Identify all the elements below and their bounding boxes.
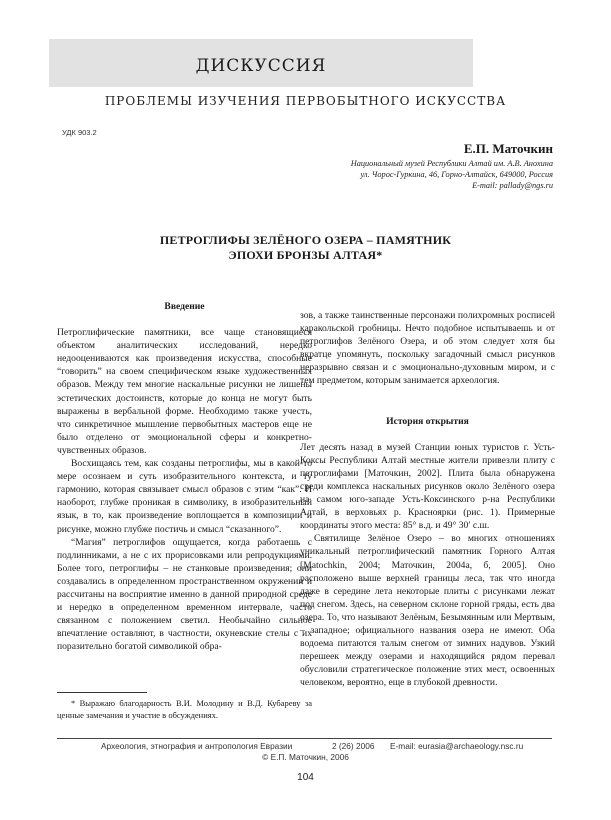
footer-journal-name: Археология, этнография и антропология Евразии [101, 741, 293, 751]
article-title-line-2: ЭПОХИ БРОНЗЫ АЛТАЯ* [228, 248, 383, 262]
author-email: E-mail: pallady@ngs.ru [472, 181, 553, 190]
udk-code: УДК 903.2 [62, 128, 97, 137]
author-affiliation: Национальный музей Республики Алтай им. А.В. Анохина [350, 159, 553, 168]
footnote-divider [57, 692, 147, 693]
section-heading-history: История открытия [386, 415, 469, 427]
footer-divider [57, 738, 552, 739]
paragraph: Лет десять назад в музей Станции юных туристов г. Усть-Коксы Республики Алтай местные жители привезли плиту с петроглифами [Маточкин, 2002]. Плита была обнаружена среди комплекса наскальных рисунков около Зелёного озера на самом юго-западе Усть-Коксинского р-на Республики Алтай, в верховьях р. Красноярки (рис. 1). Примерные координаты этого места: 85° в.д. и 49° 30′ с.ш. [300, 441, 555, 532]
page-number: 104 [297, 772, 314, 783]
footer-copyright: © Е.П. Маточкин, 2006 [262, 752, 349, 762]
section-banner [49, 39, 473, 87]
paragraph-continuation: зов, а также таинственные персонажи полихромных росписей каракольской гробницы. Нечто подобное испытываешь и от петроглифов Зелёного Озера, и об этом следует хотя бы вкратце упомянуть, поскольку загадочный смысл рисунков неразрывно связан и с эмоционально-духовным миром, и с тем предметом, которым занимается археология. [300, 310, 555, 387]
footer-issue: 2 (26) 2006 [332, 741, 375, 751]
article-title-line-1: ПЕТРОГЛИФЫ ЗЕЛЁНОГО ОЗЕРА – ПАМЯТНИК [159, 233, 452, 247]
section-heading-introduction: Введение [164, 301, 205, 312]
paragraph: “Магия” петроглифов ощущается, когда работаешь с подлинниками, а не с их прорисовками или репродукциями. Более того, петроглифы – не станковые произведения; они создавались в определенном пространственном окружении и рассчитаны на восприятие именно в данной природной среде и нередко в определенном временном интервале, часто связанном с положением светил. Необычайно сильное впечатление оставляют, в частности, окуневские стелы с их поразительно богатой символикой обра- [57, 536, 312, 653]
section-banner-title: дискуссия [195, 49, 327, 77]
author-block [351, 141, 553, 191]
author-name: Е.П. Маточкин [463, 141, 553, 156]
left-column [57, 300, 312, 653]
paragraph: Святилище Зелёное Озеро – во многих отношениях уникальный петроглифический памятник Горного Алтая [Matochkin, 2004; Маточкин, 2004а, б, 2005]. Оно расположено выше верхней границы леса, так что иногда даже в середине лета некоторые плиты с рисунками лежат под снегом. Здесь, на северном склоне горной гряды, есть два озера. То, что называют Зелёным, Безымянным или Мертвым, – западное; официального названия озера не имеют. Оба водоема питаются талым снегом от зимних надувов. Узкий перешеек между озерами и находящийся рядом перевал обусловили стратегическое положение этих мест, освоенных человеком, вероятно, еще в глубокой древности. [300, 533, 555, 689]
right-column [300, 309, 555, 689]
footer-email: E-mail: eurasia@archaeology.nsc.ru [390, 741, 524, 751]
author-address: ул. Чорос-Гуркина, 46, Горно-Алтайск, 649000, Россия [360, 170, 553, 179]
footnote: * Выражаю благодарность В.И. Молодину и В.Д. Кубареву за ценные замечания и участие в обсуждениях. [57, 698, 312, 720]
paragraph: Петроглифические памятники, все чаще становящиеся объектом аналитических исследований, нередко недооцениваются как произведения искусства, способные “говорить” на своем специфическом языке художественных образов. Между тем многие наскальные рисунки не лишены эстетических достоинств, которые до конца не могут быть выражены в вербальной форме. Необходимо также учесть, что синкретичное мышление первобытных мастеров еще не было отделено от эмоциональной сферы и конкретно-чувственных образов. [57, 327, 312, 456]
rubric-subtitle: ПРОБЛЕМЫ ИЗУЧЕНИЯ ПЕРВОБЫТНОГО ИСКУССТВА [104, 94, 507, 108]
article-title [0, 233, 611, 263]
paragraph: Восхищаясь тем, как созданы петроглифы, мы в какой-то мере осознаем и суть изобразительного контекста, и ту гармонию, которая связывает смысл образов с этим “как”. И наоборот, глубже проникая в символику, в изобразительный язык, в то, как произведение воплощается в композиции и рисунке, можно глубже постичь и смысл “сказанного”. [57, 458, 312, 535]
